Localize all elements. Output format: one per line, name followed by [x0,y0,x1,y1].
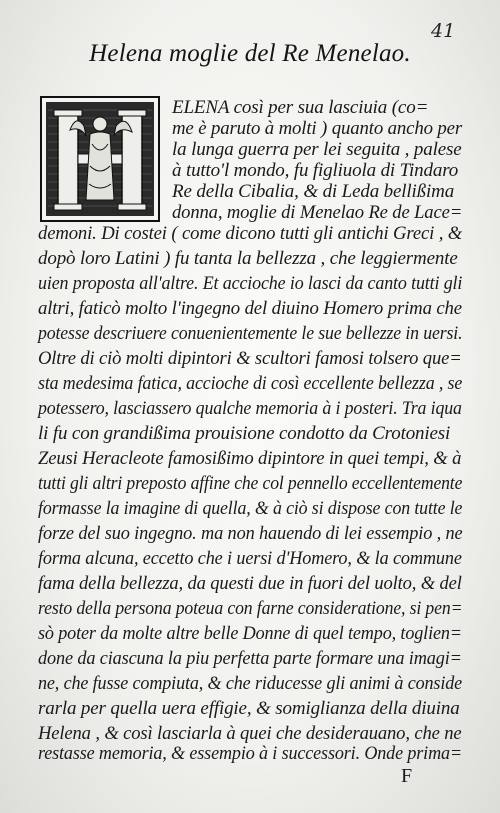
text-line: potesse descriuere conuenientemente le sue bellezze in uersi. [38,323,463,344]
text-line: Zeusi Heracleote famosißimo dipintore in quei tempi, & à [38,448,462,469]
text-line: dopò loro Latini ) fu tanta la bellezza , che leggiermente [38,248,458,269]
text-line: restasse memoria, & essempio à i successori. Onde prima= [38,743,462,764]
text-line: sta medesima fatica, accioche di così eccellente bellezza , se [38,373,463,394]
text-line: Re della Cibalia, & di Leda bellißima [172,181,455,202]
text-line: altri, faticò molto l'ingegno del diuino Homero prima che [38,298,462,319]
text-line: me è paruto à molti ) quanto ancho per [172,118,463,139]
text-line: à tutto'l mondo, fu figliuola di Tindaro [172,160,459,181]
text-line: ELENA così per sua lasciuia (co= [172,97,429,118]
text-line: sò poter da molte altre belle Donne di quel tempo, toglien= [38,623,462,644]
text-line: rarla per quella uera effigie, & somiglianza della diuina [38,698,460,719]
page-number: 41 [431,20,456,42]
text-line: fama della bellezza, da questi due in fuori del uolto, & del [38,573,462,594]
text-line: forma alcuna, eccetto che i uersi d'Homero, & la commune [38,548,462,569]
text-line: li fu con grandißima prouisione condotto da Crotoniesi [38,423,451,444]
text-line: tutti gli altri preposto affine che col pennello eccellentemente [38,473,463,494]
text-line: la lunga guerra per lei seguita , palese [172,139,462,160]
text-line: uien proposta all'altre. Et accioche io lasci da canto tutti gli [38,273,463,294]
text-line: resto della persona poteua con farne consideratione, si pen= [38,598,463,619]
text-line: Oltre di ciò molti dipintori & scultori famosi tolsero que= [38,348,462,369]
text-line: donna, moglie di Menelao Re de Lace= [172,202,463,223]
text-line: ne, che fusse compiuta, & che riducesse gli animi à conside [38,673,463,694]
signature-mark: F [401,765,413,787]
chapter-title: Helena moglie del Re Menelao. [89,40,411,67]
text-line: formasse la imagine di quella, & à ciò si dispose con tutte le [38,498,463,519]
text-line: Helena , & così lasciarla à quei che desiderauano, che ne [38,723,462,744]
woodcut-initial-h-icon [40,96,160,222]
text-line: done da ciascuna la piu perfetta parte formare una imagi= [38,648,462,669]
text-line: forze del suo ingegno. ma non hauendo di lei essempio , ne [38,523,463,544]
text-line: potessero, lasciassero qualche memoria à i posteri. Tra iqua [38,398,462,419]
text-line: demoni. Di costei ( come dicono tutti gli antichi Greci , & [38,223,463,244]
